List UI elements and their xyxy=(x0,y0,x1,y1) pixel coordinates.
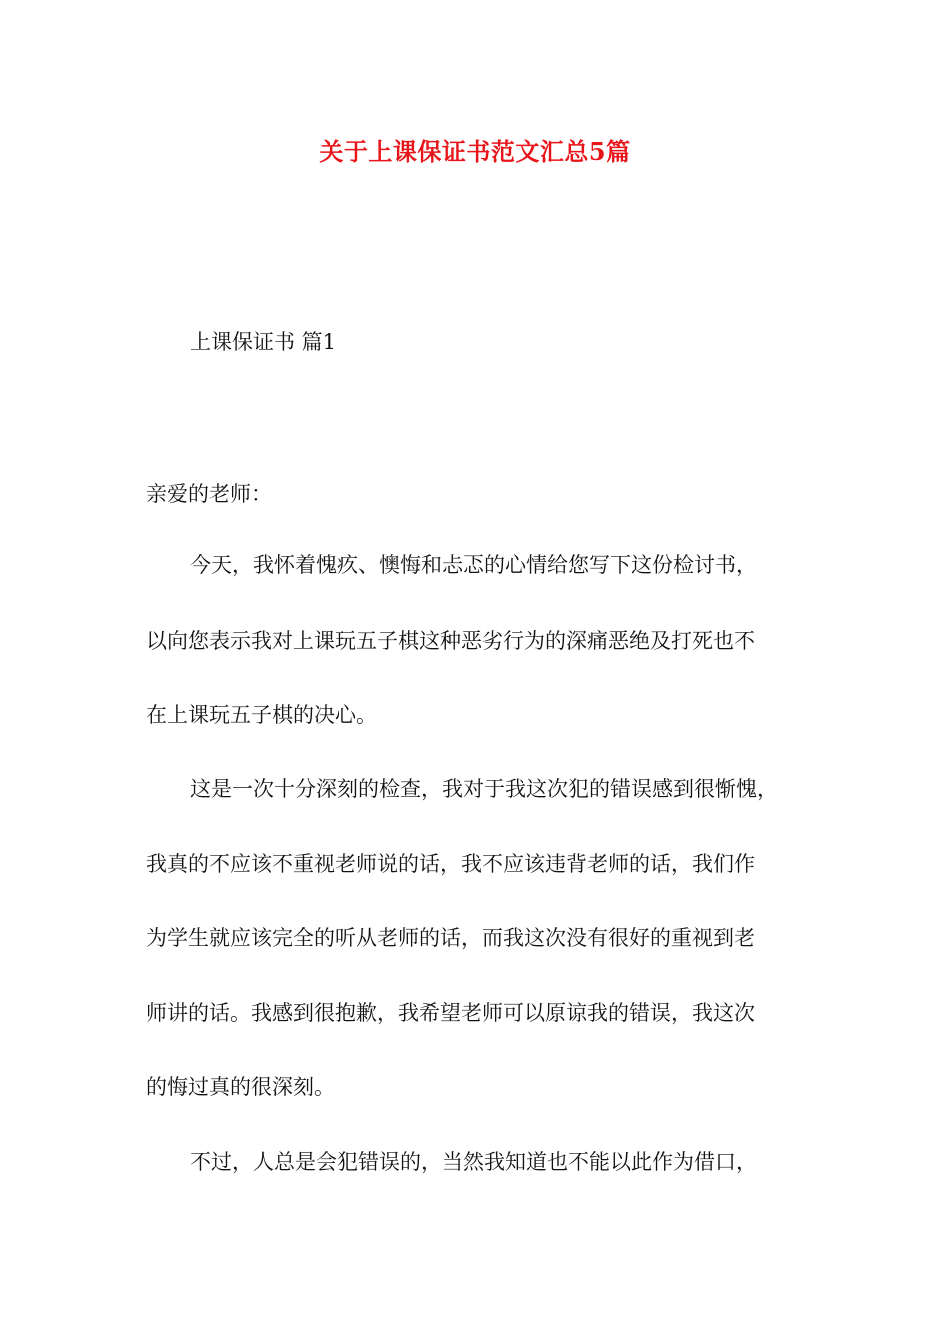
paragraph-line: 今天，我怀着愧疚、懊悔和忐忑的心情给您写下这份检讨书， xyxy=(190,553,757,577)
paragraph-line: 这是一次十分深刻的检查，我对于我这次犯的错误感到很惭愧， xyxy=(190,777,778,801)
paragraph-line: 师讲的话。我感到很抱歉，我希望老师可以原谅我的错误，我这次 xyxy=(146,1001,755,1025)
section-heading: 上课保证书 篇1 xyxy=(190,330,337,354)
paragraph-line: 的悔过真的很深刻。 xyxy=(146,1075,335,1099)
paragraph-line: 在上课玩五子棋的决心。 xyxy=(146,703,377,727)
paragraph-line: 为学生就应该完全的听从老师的话，而我这次没有很好的重视到老 xyxy=(146,926,755,950)
salutation: 亲爱的老师： xyxy=(146,482,272,506)
paragraph-line: 不过，人总是会犯错误的，当然我知道也不能以此作为借口， xyxy=(190,1150,757,1174)
document-title: 关于上课保证书范文汇总5篇 xyxy=(319,137,631,166)
paragraph-line: 以向您表示我对上课玩五子棋这种恶劣行为的深痛恶绝及打死也不 xyxy=(146,629,755,653)
paragraph-line: 我真的不应该不重视老师说的话，我不应该违背老师的话，我们作 xyxy=(146,852,755,876)
